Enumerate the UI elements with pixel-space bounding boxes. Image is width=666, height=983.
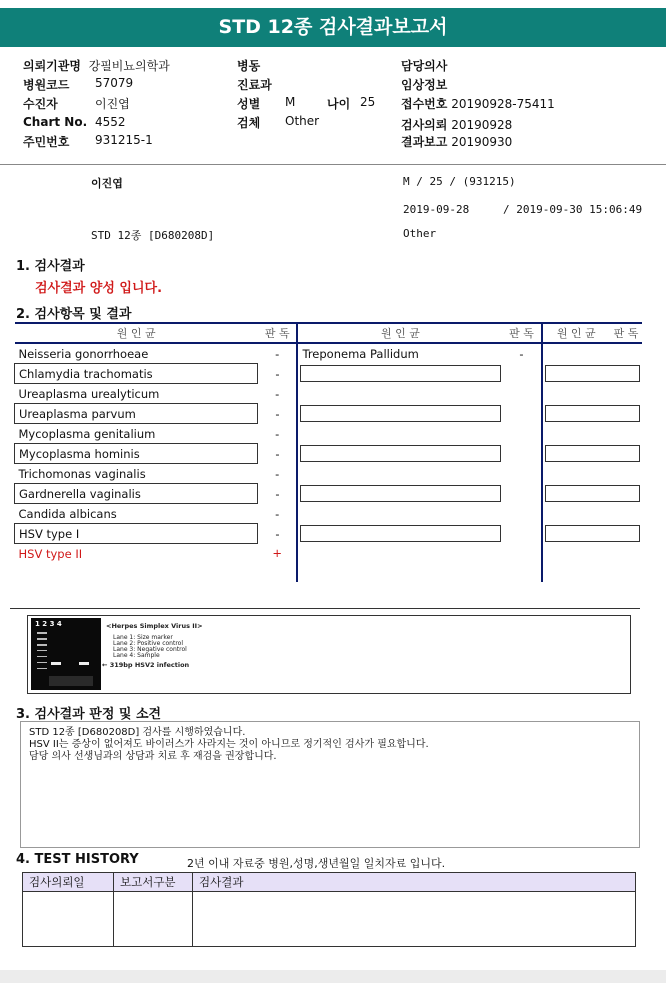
pathogen-name: Candida albicans <box>18 506 117 521</box>
pathogen-name: HSV type II <box>18 546 83 561</box>
result-row <box>15 524 643 544</box>
summary-sex-age: M / 25 / (931215) <box>403 175 516 188</box>
pathogen-judgement: - <box>258 424 298 444</box>
pathogen-judgement: - <box>503 343 542 364</box>
summary-test: STD 12종 [D680208D] <box>91 229 215 242</box>
pathogen-judgement: - <box>258 404 298 424</box>
opinion-line-3: 담당 의사 선생님과의 상담과 치료 후 재검을 권장합니다. <box>29 751 277 762</box>
col-judge-3: 판 독 <box>610 323 642 343</box>
empty-cell <box>503 544 542 564</box>
empty-entry-box <box>297 444 502 464</box>
empty-cell <box>542 504 611 524</box>
opinion-line-2: HSV II는 증상이 없어져도 바이러스가 사라지는 것이 아니므로 정기적인 검사가 필요합니다. <box>29 739 429 750</box>
pathogen-judgement: - <box>258 364 298 384</box>
empty-cell <box>503 484 542 504</box>
history-col-type: 보고서구분 <box>114 873 193 892</box>
empty-cell <box>542 464 611 484</box>
pathogen-name: Ureaplasma parvum <box>15 404 258 424</box>
header-divider <box>0 164 666 165</box>
pathogen-judgement: - <box>258 524 298 544</box>
pathogen-name: Neisseria gonorrhoeae <box>18 346 149 361</box>
empty-entry-box <box>297 364 502 384</box>
empty-entry-box <box>542 364 643 384</box>
gel-figure <box>27 615 631 694</box>
pathogen-judgement: + <box>258 544 298 564</box>
patient-row: 수진자 이진엽 <box>23 97 130 111</box>
result-row <box>15 484 643 504</box>
empty-cell <box>503 524 542 544</box>
result-row <box>15 444 643 464</box>
doctor-label: 담당의사 <box>401 59 448 73</box>
result-row <box>15 343 643 364</box>
empty-entry-box <box>297 484 502 504</box>
result-verdict: 검사결과 양성 입니다. <box>35 281 163 296</box>
clinical-label: 임상정보 <box>401 78 448 92</box>
gel-bands <box>31 618 101 690</box>
empty-entry-box <box>297 524 502 544</box>
empty-cell <box>610 424 642 444</box>
gel-band-label: ← 319bp HSV2 infection <box>102 661 190 669</box>
empty-cell <box>503 364 542 384</box>
receipt-row: 접수번호 20190928-75411 <box>401 97 555 111</box>
section-1-title: 1. 검사결과 <box>16 259 85 274</box>
empty-cell <box>503 504 542 524</box>
empty-cell <box>503 384 542 404</box>
pathogen-name: Ureaplasma urealyticum <box>18 386 160 401</box>
dept-label: 진료과 <box>237 78 272 92</box>
pathogen-name: Gardnerella vaginalis <box>15 484 258 504</box>
empty-cell <box>503 464 542 484</box>
col-judge-2: 판 독 <box>503 323 542 343</box>
history-table <box>22 872 636 947</box>
chart-row: Chart No. 4552 <box>23 115 126 129</box>
pathogen-name: Mycoplasma hominis <box>15 444 258 464</box>
col-pathogen-2: 원 인 균 <box>297 323 502 343</box>
gel-lane-3: Lane 3: Negative control <box>113 646 187 653</box>
empty-entry-box <box>542 444 643 464</box>
section-3-title: 3. 검사결과 판정 및 소견 <box>16 707 162 722</box>
pathogen-name: Treponema Pallidum <box>302 346 419 361</box>
empty-entry-box <box>542 524 643 544</box>
empty-cell <box>297 504 502 524</box>
empty-cell <box>297 384 502 404</box>
history-col-date: 검사의뢰일 <box>23 873 114 892</box>
history-cell <box>193 892 636 947</box>
result-row <box>15 384 643 404</box>
col-pathogen-1: 원 인 균 <box>15 323 258 343</box>
hospital-row: 의뢰기관명 강필비뇨의학과 <box>23 59 170 73</box>
result-row <box>15 504 643 524</box>
pathogen-name: HSV type I <box>15 524 258 544</box>
summary-date-reported: / 2019-09-30 15:06:49 <box>503 203 643 216</box>
history-col-result: 검사결과 <box>193 873 636 892</box>
empty-cell <box>503 424 542 444</box>
empty-cell <box>542 544 611 564</box>
pathogen-name: Trichomonas vaginalis <box>18 466 146 481</box>
empty-cell <box>610 544 642 564</box>
empty-cell <box>610 343 642 364</box>
empty-entry-box <box>542 404 643 424</box>
empty-cell <box>610 504 642 524</box>
gel-title: <Herpes Simplex Virus II> <box>106 622 203 630</box>
history-note: 2년 이내 자료중 병원,성명,생년월일 일치자료 입니다. <box>187 857 446 870</box>
opinion-line-1: STD 12종 [D680208D] 검사를 시행하였습니다. <box>29 727 246 738</box>
result-row <box>15 404 643 424</box>
empty-cell <box>542 424 611 444</box>
pathogen-judgement: - <box>258 484 298 504</box>
page-footer <box>0 970 666 983</box>
code-row: 병원코드 57079 <box>23 76 134 92</box>
pathogen-name: Mycoplasma genitalium <box>18 426 156 441</box>
empty-cell <box>542 343 611 364</box>
result-row <box>15 464 643 484</box>
ward-label: 병동 <box>237 59 261 73</box>
pathogen-judgement: - <box>258 464 298 484</box>
result-row <box>15 544 643 564</box>
gel-lane-1: Lane 1: Size marker <box>113 634 173 641</box>
report-row: 결과보고 20190930 <box>401 135 513 149</box>
pathogen-judgement: - <box>258 444 298 464</box>
summary-date-received: 2019-09-28 <box>403 203 470 216</box>
pathogen-judgement: - <box>258 343 298 364</box>
specimen-row: 검체 Other <box>237 114 320 130</box>
results-table <box>14 322 642 582</box>
result-row <box>15 424 643 444</box>
table-spacer <box>15 563 643 582</box>
request-row: 검사의뢰 20190928 <box>401 118 513 132</box>
empty-cell <box>610 384 642 404</box>
empty-cell <box>297 424 502 444</box>
sex-age-row: 성별 M 나이 25 <box>237 95 376 111</box>
empty-entry-box <box>542 484 643 504</box>
col-judge-1: 판 독 <box>258 323 298 343</box>
empty-cell <box>297 544 502 564</box>
gel-lane-2: Lane 2: Positive control <box>113 640 184 647</box>
result-row <box>15 364 643 384</box>
section-4-title: 4. TEST HISTORY <box>16 852 139 867</box>
empty-cell <box>297 464 502 484</box>
empty-entry-box <box>297 404 502 424</box>
summary-name: 이진엽 <box>91 177 123 190</box>
opinion-box <box>20 721 640 848</box>
history-cell <box>114 892 193 947</box>
pathogen-judgement: - <box>258 504 298 524</box>
gel-lane-4: Lane 4: Sample <box>113 652 160 659</box>
empty-cell <box>503 404 542 424</box>
empty-cell <box>542 384 611 404</box>
pathogen-judgement: - <box>258 384 298 404</box>
section-2-title: 2. 검사항목 및 결과 <box>16 307 132 322</box>
history-cell <box>23 892 114 947</box>
col-pathogen-3: 원 인 균 <box>542 323 611 343</box>
empty-cell <box>610 464 642 484</box>
empty-cell <box>503 444 542 464</box>
report-title: STD 12종 검사결과보고서 <box>0 8 666 47</box>
gel-lane-numbers: 1 2 3 4 <box>35 620 62 628</box>
summary-specimen: Other <box>403 227 437 240</box>
rrn-row: 주민번호 931215-1 <box>23 133 153 149</box>
gel-electrophoresis-image <box>31 618 101 690</box>
pathogen-name: Chlamydia trachomatis <box>15 364 258 384</box>
gel-divider <box>10 608 640 609</box>
